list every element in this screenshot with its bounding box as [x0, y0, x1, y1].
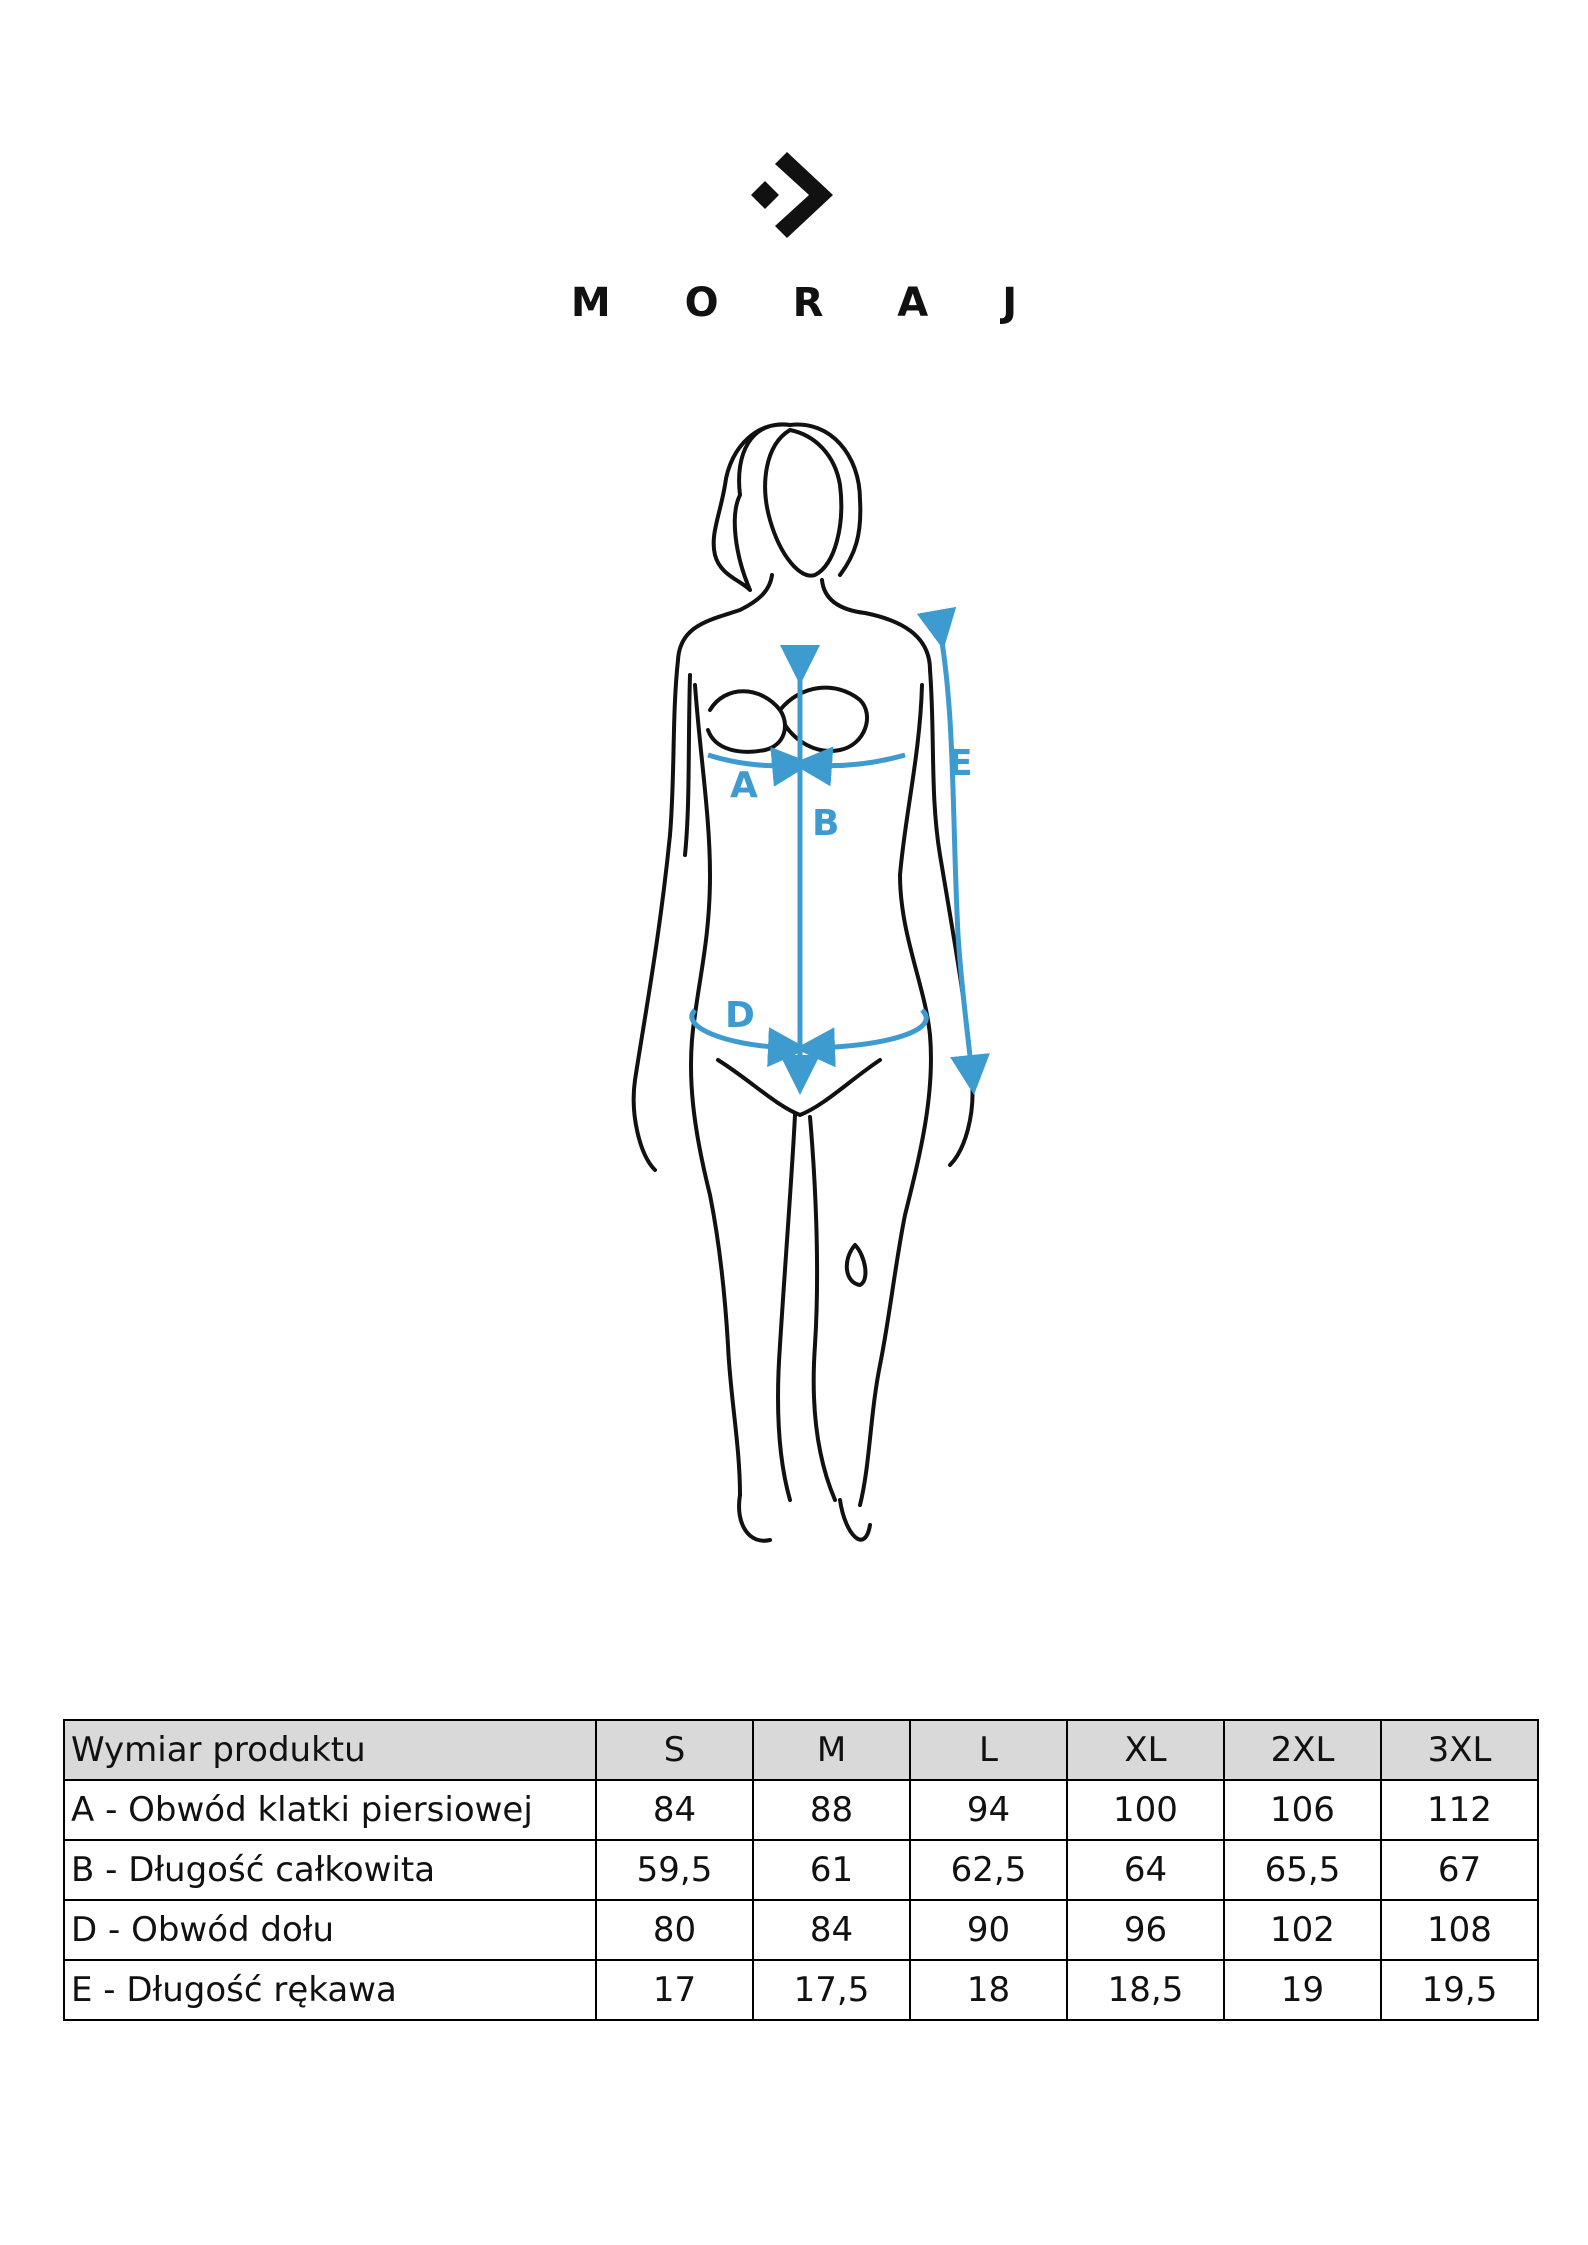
table-row [64, 1840, 1538, 1900]
cell-value: 17 [596, 1960, 753, 2020]
cell-value: 84 [596, 1780, 753, 1840]
label-b: B [812, 803, 840, 844]
cell-value: 18,5 [1067, 1960, 1224, 2020]
cell-value: 90 [910, 1900, 1067, 1960]
brand-logo [0, 150, 1588, 326]
table-row [64, 1960, 1538, 2020]
brand-mark-icon [749, 150, 839, 240]
row-label: E - Długość rękawa [64, 1960, 596, 2020]
cell-value: 17,5 [753, 1960, 910, 2020]
row-label: D - Obwód dołu [64, 1900, 596, 1960]
cell-value: 100 [1067, 1780, 1224, 1840]
header-size-xl: XL [1067, 1720, 1224, 1780]
cell-value: 108 [1381, 1900, 1538, 1960]
body-outline [600, 415, 1000, 1585]
cell-value: 106 [1224, 1780, 1381, 1840]
header-size-m: M [753, 1720, 910, 1780]
cell-value: 67 [1381, 1840, 1538, 1900]
cell-value: 19,5 [1381, 1960, 1538, 2020]
body-measurement-illustration [600, 415, 1000, 1585]
brand-name: M O R A J [570, 280, 1048, 326]
row-label: A - Obwód klatki piersiowej [64, 1780, 596, 1840]
table-header-row [64, 1720, 1538, 1780]
size-chart-table [63, 1719, 1539, 2021]
cell-value: 112 [1381, 1780, 1538, 1840]
row-label: B - Długość całkowita [64, 1840, 596, 1900]
table-row [64, 1900, 1538, 1960]
header-size-2xl: 2XL [1224, 1720, 1381, 1780]
cell-value: 19 [1224, 1960, 1381, 2020]
cell-value: 61 [753, 1840, 910, 1900]
cell-value: 84 [753, 1900, 910, 1960]
header-size-s: S [596, 1720, 753, 1780]
cell-value: 80 [596, 1900, 753, 1960]
cell-value: 88 [753, 1780, 910, 1840]
cell-value: 94 [910, 1780, 1067, 1840]
label-a: A [730, 765, 758, 806]
cell-value: 18 [910, 1960, 1067, 2020]
label-e: E [948, 743, 973, 784]
cell-value: 59,5 [596, 1840, 753, 1900]
cell-value: 64 [1067, 1840, 1224, 1900]
header-size-l: L [910, 1720, 1067, 1780]
label-d: D [725, 995, 755, 1036]
cell-value: 62,5 [910, 1840, 1067, 1900]
cell-value: 102 [1224, 1900, 1381, 1960]
header-size-3xl: 3XL [1381, 1720, 1538, 1780]
cell-value: 96 [1067, 1900, 1224, 1960]
table-row [64, 1780, 1538, 1840]
cell-value: 65,5 [1224, 1840, 1381, 1900]
header-dimension: Wymiar produktu [64, 1720, 596, 1780]
